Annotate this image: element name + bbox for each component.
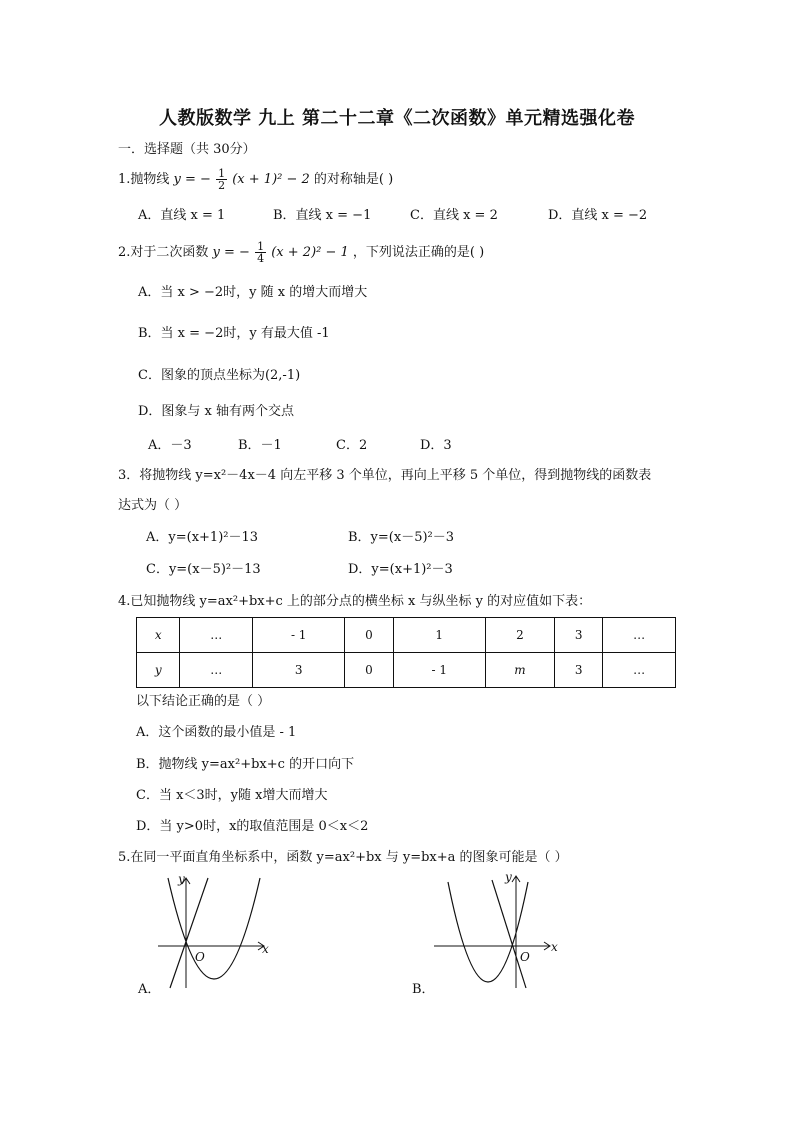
question-4-intro: 4.已知抛物线 y=ax²+bx+c 上的部分点的横坐标 x 与纵坐标 y 的对应值如下表：: [118, 594, 592, 609]
table-cell: x: [137, 618, 180, 653]
graph-b-y-label: y: [505, 870, 512, 884]
q2-extra-a: A．－3: [148, 438, 192, 453]
q1-option-d: D．直线 x = −2: [548, 208, 648, 223]
graph-b-x-label: x: [551, 940, 558, 954]
table-cell: 1: [393, 618, 485, 653]
q2-eq-lhs: y = −: [212, 245, 250, 260]
q2-extra-b: B．－1: [238, 438, 282, 453]
q2-frac-num: 1: [257, 240, 265, 253]
table-cell: …: [603, 653, 676, 688]
question-5-intro: 5.在同一平面直角坐标系中，函数 y=ax²+bx 与 y=bx+a 的图象可能是（ ）: [118, 850, 568, 865]
q1-suffix: 的对称轴是( ): [313, 172, 394, 187]
graph-a: [150, 870, 280, 992]
question-3-line2: 达式为（ ）: [118, 498, 188, 513]
table-cell: 2: [485, 618, 554, 653]
table-cell: 3: [555, 653, 603, 688]
q3-option-a: A．y=(x+1)²－13: [146, 530, 259, 545]
q3-option-d: D．y=(x+1)²－3: [348, 562, 453, 577]
question-1: [118, 168, 393, 191]
q1-eq-lhs: y = −: [173, 172, 211, 187]
document-title: 人教版数学 九上 第二十二章《二次函数》单元精选强化卷: [158, 108, 636, 129]
q1-option-b: B．直线 x = −1: [273, 208, 372, 223]
q2-statement-c: C．图象的顶点坐标为(2,-1): [138, 368, 301, 383]
q2-statement-b: B．当 x = −2时，y 有最大值 -1: [138, 326, 330, 341]
q1-option-c: C．直线 x = 2: [410, 208, 498, 223]
q1-frac-num: 1: [218, 167, 226, 180]
q2-statement-d: D．图象与 x 轴有两个交点: [138, 404, 295, 419]
q1-eq-rhs: (x + 1)² − 2: [232, 172, 310, 187]
graph-b: [430, 870, 560, 992]
q2-frac-den: 4: [257, 252, 265, 265]
q3-option-c: C．y=(x－5)²－13: [146, 562, 261, 577]
q4-statement-d: D．当 y>0时，x的取值范围是 0＜x＜2: [136, 819, 369, 834]
table-row-x: [137, 618, 676, 653]
q1-option-a: A．直线 x = 1: [138, 208, 226, 223]
q4-statement-b: B．抛物线 y=ax²+bx+c 的开口向下: [136, 757, 355, 772]
q1-frac-den: 2: [218, 179, 226, 192]
graph-a-x-label: x: [262, 942, 269, 956]
table-cell: m: [485, 653, 554, 688]
values-table: [136, 617, 676, 688]
table-cell: - 1: [253, 618, 345, 653]
table-cell: 0: [345, 653, 393, 688]
q2-suffix: ，下列说法正确的是( ): [352, 245, 485, 260]
question-3-line1: 3．将抛物线 y=x²－4x－4 向左平移 3 个单位，再向上平移 5 个单位，得到抛物线的函数表: [118, 468, 652, 483]
graph-a-parabola: [168, 878, 260, 979]
graph-b-line: [492, 880, 526, 988]
table-cell: …: [180, 653, 253, 688]
q3-option-b: B．y=(x－5)²－3: [348, 530, 455, 545]
table-cell: y: [137, 653, 180, 688]
q2-fraction: [255, 241, 266, 264]
q5-option-b: B．: [412, 982, 435, 997]
table-cell: 0: [345, 618, 393, 653]
table-cell: …: [180, 618, 253, 653]
table-cell: 3: [253, 653, 345, 688]
question-2: [118, 241, 484, 264]
q2-extra-c: C．2: [336, 438, 368, 453]
q2-eq-rhs: (x + 2)² − 1: [271, 245, 349, 260]
q4-ask: 以下结论正确的是（ ）: [136, 694, 271, 709]
graph-a-y-label: y: [178, 872, 185, 886]
table-cell: 3: [555, 618, 603, 653]
table-cell: - 1: [393, 653, 485, 688]
q4-statement-c: C．当 x＜3时，y随 x增大而增大: [136, 788, 328, 803]
q1-fraction: [216, 168, 227, 191]
q1-prefix: 1.抛物线: [118, 172, 170, 187]
graph-b-origin-label: O: [520, 950, 530, 964]
q5-option-a: A．: [138, 982, 161, 997]
q2-extra-d: D．3: [420, 438, 452, 453]
q2-prefix: 2.对于二次函数: [118, 245, 209, 260]
graph-a-origin-label: O: [195, 950, 205, 964]
q2-statement-a: A．当 x > −2时，y 随 x 的增大而增大: [138, 285, 368, 300]
table-cell: …: [603, 618, 676, 653]
graph-a-line: [170, 878, 208, 988]
q4-statement-a: A．这个函数的最小值是 - 1: [136, 725, 297, 740]
table-row-y: [137, 653, 676, 688]
section-heading: 一．选择题（共 30分）: [118, 142, 256, 157]
